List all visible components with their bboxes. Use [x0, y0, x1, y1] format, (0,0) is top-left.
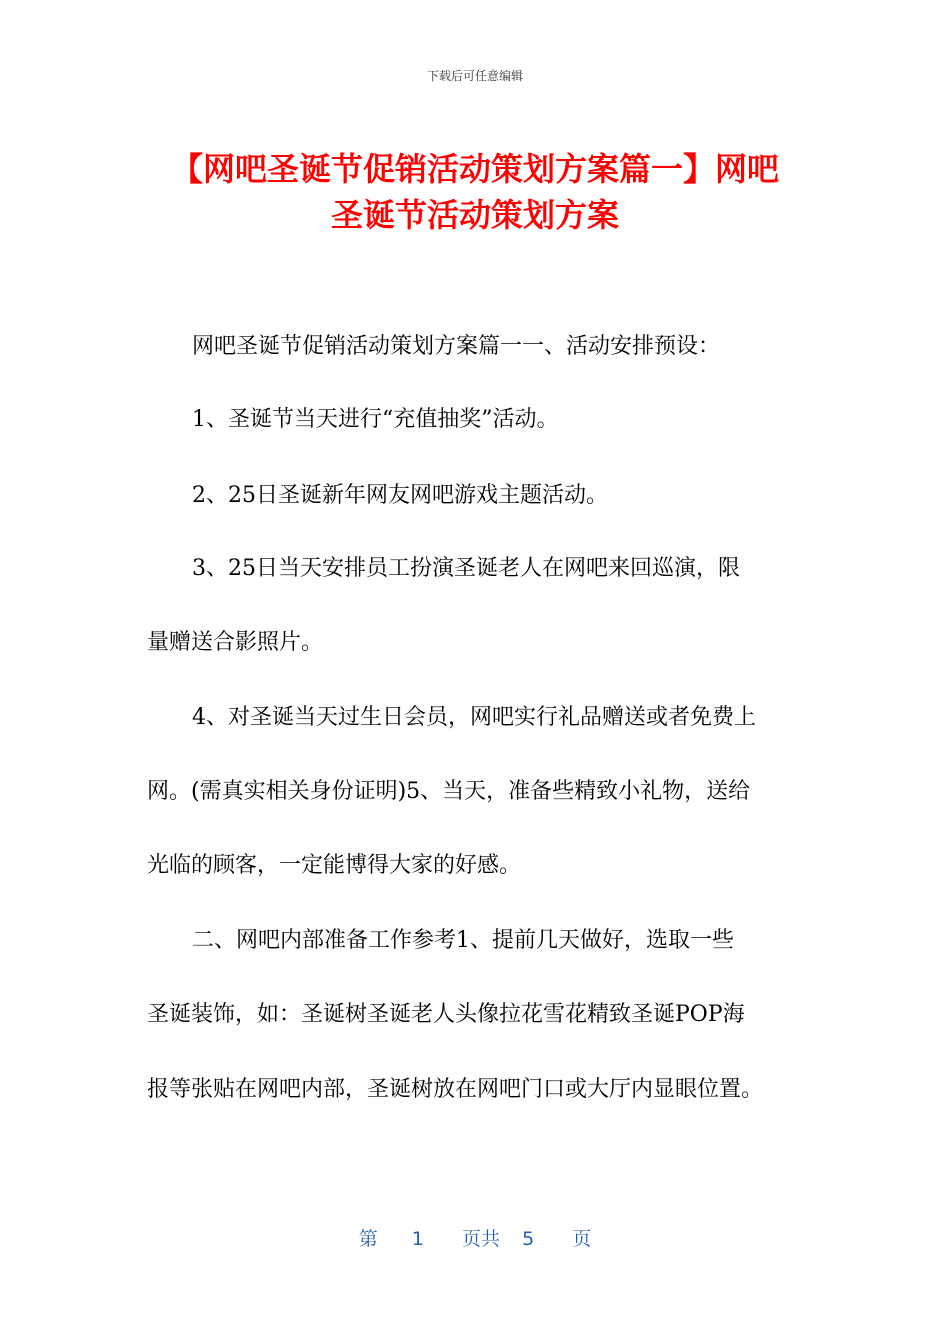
paragraph-line: 4、对圣诞当天过生日会员，网吧实行礼品赠送或者免费上 [192, 705, 756, 730]
total-label: 页共 [461, 1228, 500, 1250]
paragraph-line: 网吧圣诞节促销活动策划方案篇一一、活动安排预设： [192, 334, 721, 359]
download-note: 下载后可任意编辑 [426, 69, 523, 83]
paragraph-line: 圣诞装饰，如：圣诞树圣诞老人头像拉花雪花精致圣诞POP海 [147, 1002, 745, 1027]
paragraph-line: 光临的顾客，一定能博得大家的好感。 [147, 853, 522, 878]
title-line-2: 圣诞节活动策划方案 [330, 196, 619, 234]
page-suffix: 页 [572, 1228, 592, 1250]
page-number: 1 [411, 1228, 424, 1250]
page-footer [0, 1227, 950, 1251]
document-title [150, 146, 800, 238]
paragraph-line: 二、网吧内部准备工作参考1、提前几天做好，选取一些 [192, 928, 734, 953]
paragraph-line: 量赠送合影照片。 [147, 630, 324, 655]
page-label: 第 [358, 1228, 378, 1250]
title-line-1: 【网吧圣诞节促销活动策划方案篇一】网吧 [170, 150, 779, 188]
paragraph-line: 3、25日当天安排员工扮演圣诞老人在网吧来回巡演，限 [192, 556, 740, 581]
paragraph-line: 2、25日圣诞新年网友网吧游戏主题活动。 [192, 483, 608, 508]
total-pages: 5 [522, 1228, 535, 1250]
paragraph-line: 网。(需真实相关身份证明)5、当天，准备些精致小礼物，送给 [147, 779, 751, 804]
paragraph-line: 报等张贴在网吧内部，圣诞树放在网吧门口或大厅内显眼位置。 [147, 1077, 764, 1102]
paragraph-line: 1、圣诞节当天进行“充值抽奖”活动。 [192, 407, 559, 432]
